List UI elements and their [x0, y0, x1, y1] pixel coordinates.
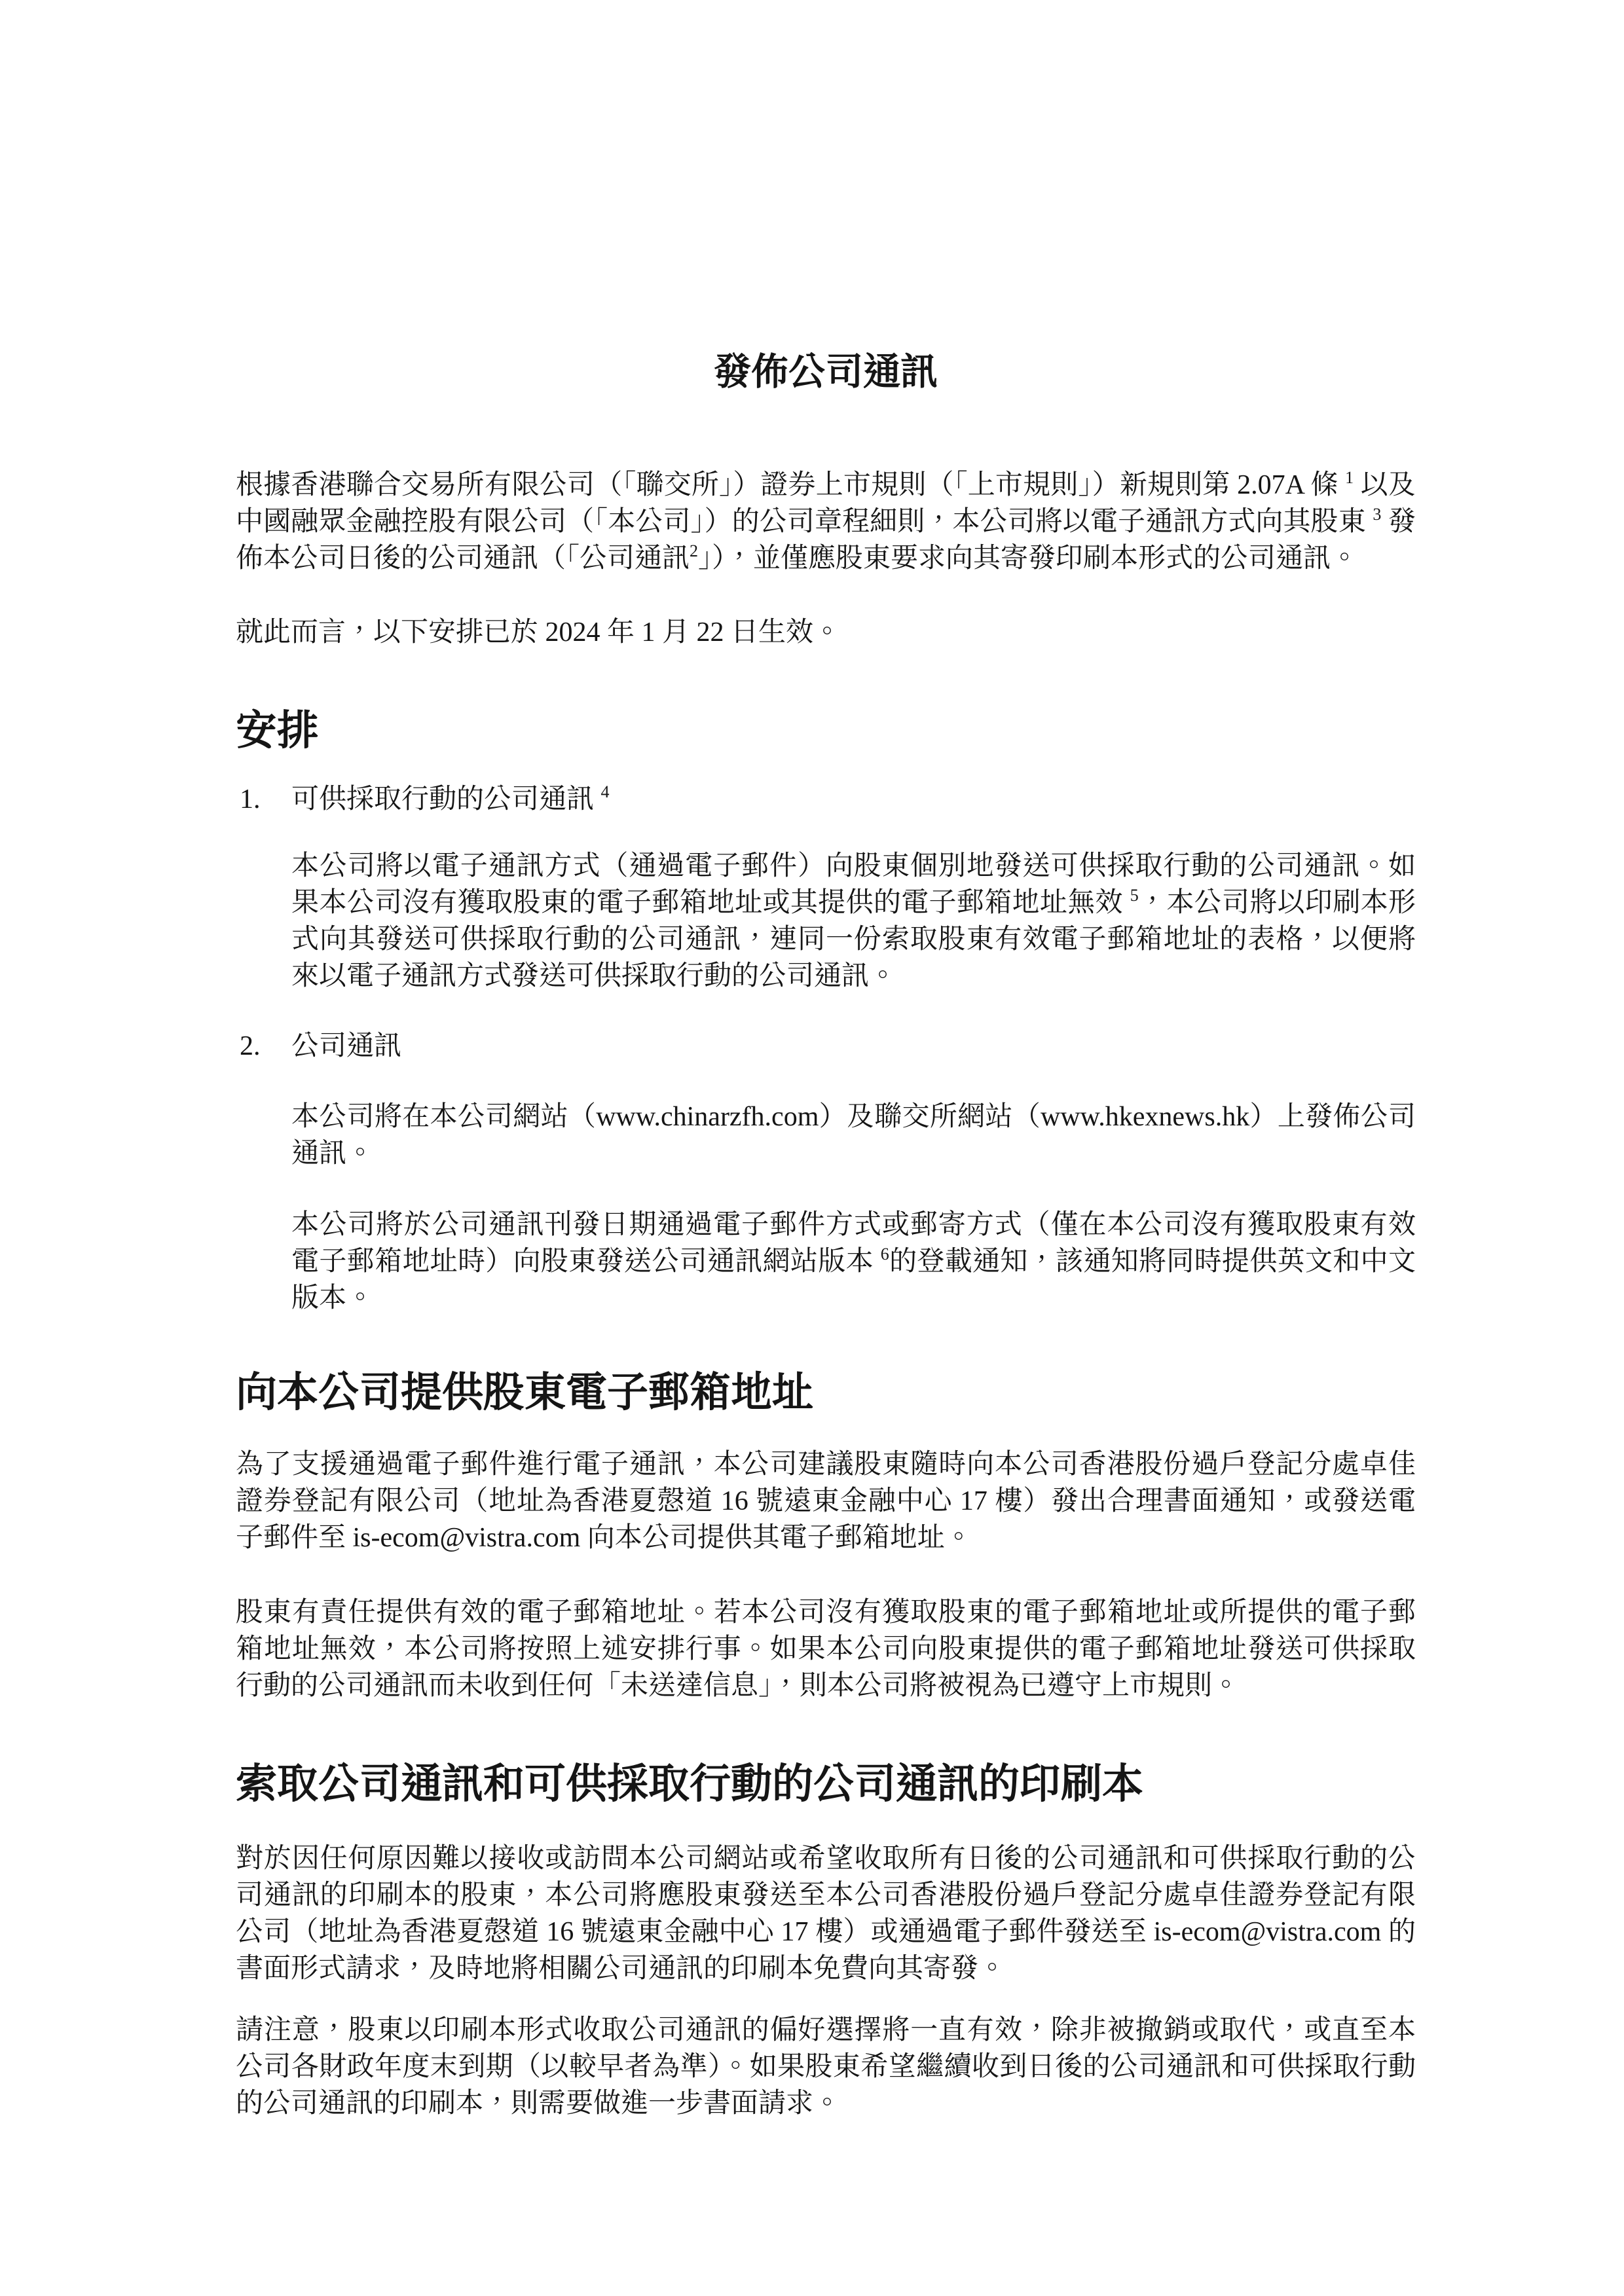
- footnote-ref: 5: [1130, 886, 1139, 905]
- provide-email-paragraph-2: [236, 1594, 1416, 1704]
- footnote-ref: 3: [1373, 505, 1382, 524]
- list-item-1-title: [291, 781, 1416, 818]
- document-title: 發佈公司通訊: [714, 352, 938, 393]
- list-item-2-paragraph-2: [291, 1207, 1416, 1317]
- text-segment: 的登載通知，該通知將同時提供英文和中文版本。: [291, 1247, 1416, 1313]
- footnote-ref: 6: [880, 1245, 889, 1264]
- list-item-1: [236, 781, 1416, 818]
- text-segment: 本公司將於公司通訊刊發日期通過電子郵件方式或郵寄方式（僅在本公司沒有獲取股東有效電子郵箱地址時）向股東發送公司通訊網站版本: [291, 1210, 1416, 1277]
- list-item-2: [236, 1028, 1416, 1065]
- text-segment: 股東有責任提供有效的電子郵箱地址。若本公司沒有獲取股東的電子郵箱地址或所提供的電子郵箱地址無效，本公司將按照上述安排行事。如果本公司向股東提供的電子郵箱地址發送可供採取行動的公司通訊而未收到任何「未送達信息」，則本公司將被視為已遵守上市規則。: [236, 1597, 1416, 1701]
- intro-paragraph: [236, 467, 1416, 577]
- list-item-2-paragraph-1: [291, 1099, 1416, 1172]
- section-heading-printed-copies: 索取公司通訊和可供採取行動的公司通訊的印刷本: [236, 1761, 1143, 1807]
- footnote-ref: 1: [1345, 468, 1354, 487]
- text-segment: 為了支援通過電子郵件進行電子通訊，本公司建議股東隨時向本公司香港股份過戶登記分處卓佳證券登記有限公司（地址為香港夏慤道 16 號遠東金融中心 17 樓）發出合理書面通知，或發送電子郵件至 is-ecom@vistra.com 向本公司提供其電子郵箱地址。: [236, 1449, 1416, 1553]
- section-heading-provide-email: 向本公司提供股東電子郵箱地址: [236, 1370, 813, 1415]
- text-segment: 公司通訊: [291, 1031, 402, 1061]
- footnote-ref: 4: [600, 782, 610, 801]
- provide-email-paragraph-1: [236, 1446, 1416, 1556]
- text-segment: 請注意，股東以印刷本形式收取公司通訊的偏好選擇將一直有效，除非被撤銷或取代，或直至本公司各財政年度末到期（以較早者為準）。如果股東希望繼續收到日後的公司通訊和可供採取行動的公司通訊的印刷本，則需要做進一步書面請求。: [236, 2015, 1416, 2119]
- text-segment: 本公司將以電子通訊方式（通過電子郵件）向股東個別地發送可供採取行動的公司通訊。如果本公司沒有獲取股東的電子郵箱地址或其提供的電子郵箱地址無效: [291, 851, 1416, 918]
- text-segment: 」），並僅應股東要求向其寄發印刷本形式的公司通訊。: [698, 543, 1359, 574]
- text-segment: 本公司將在本公司網站（www.chinarzfh.com）及聯交所網站（www.hkexnews.hk）上發佈公司通訊。: [291, 1102, 1416, 1169]
- text-segment: 發佈本公司日後的公司通訊（「公司通訊: [236, 507, 1416, 574]
- text-segment: ，本公司將以印刷本形式向其發送可供採取行動的公司通訊，連同一份索取股東有效電子郵箱地址的表格，以便將來以電子通訊方式發送可供採取行動的公司通訊。: [291, 888, 1416, 991]
- footnote-ref: 2: [690, 541, 699, 560]
- text-segment: 以及中國融眾金融控股有限公司（「本公司」）的公司章程細則，本公司將以電子通訊方式向其股東: [236, 470, 1416, 537]
- list-item-1-number: 1.: [240, 784, 261, 814]
- list-item-2-number: 2.: [240, 1031, 261, 1061]
- printed-copies-paragraph-1: [236, 1840, 1416, 1987]
- section-heading-arrangements: 安排: [236, 708, 318, 754]
- printed-copies-paragraph-2: [236, 2012, 1416, 2122]
- effective-date-paragraph: 就此而言，以下安排已於 2024 年 1 月 22 日生效。: [236, 617, 841, 647]
- text-segment: 根據香港聯合交易所有限公司（「聯交所」）證券上市規則（「上市規則」）新規則第 2.07A 條: [236, 470, 1346, 500]
- list-item-2-title: [291, 1028, 1416, 1065]
- text-segment: 可供採取行動的公司通訊: [291, 784, 601, 814]
- list-item-1-paragraph: [291, 848, 1416, 994]
- text-segment: 對於因任何原因難以接收或訪問本公司網站或希望收取所有日後的公司通訊和可供採取行動的公司通訊的印刷本的股東，本公司將應股東發送至本公司香港股份過戶登記分處卓佳證券登記有限公司（地址為香港夏慤道 16 號遠東金融中心 17 樓）或通過電子郵件發送至 is-ecom@vistra.com 的書面形式請求，及時地將相關公司通訊的印刷本免費向其寄發。: [236, 1844, 1416, 1984]
